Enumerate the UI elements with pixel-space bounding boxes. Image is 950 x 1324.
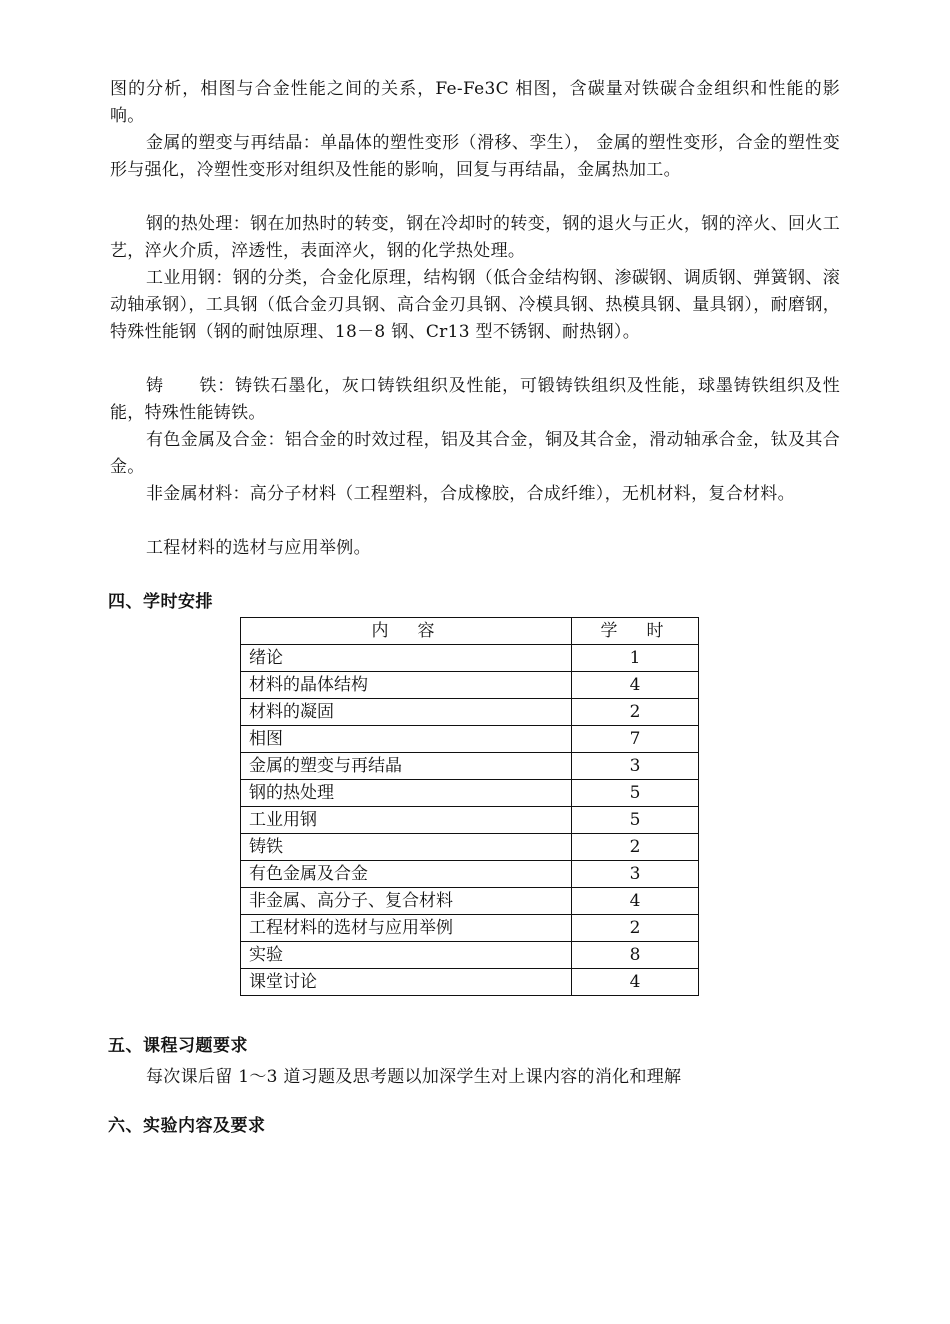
- table-cell-hours: 4: [572, 672, 699, 699]
- table-row: [241, 888, 699, 915]
- table-cell-content: 绪论: [241, 645, 572, 672]
- table-row: [241, 726, 699, 753]
- table-row: [241, 672, 699, 699]
- hours-table: [240, 617, 699, 996]
- table-row: [241, 753, 699, 780]
- table-cell-hours: 5: [572, 807, 699, 834]
- table-cell-hours: 2: [572, 915, 699, 942]
- table-cell-hours: 4: [572, 888, 699, 915]
- table-cell-hours: 7: [572, 726, 699, 753]
- paragraph-nonferrous: 有色金属及合金：铝合金的时效过程，铝及其合金，铜及其合金，滑动轴承合金，钛及其合金。: [110, 430, 840, 477]
- table-cell-content: 工程材料的选材与应用举例: [241, 915, 572, 942]
- table-row: [241, 969, 699, 996]
- table-row: [241, 915, 699, 942]
- table-row: [241, 780, 699, 807]
- table-cell-content: 材料的晶体结构: [241, 672, 572, 699]
- table-cell-hours: 8: [572, 942, 699, 969]
- table-cell-content: 相图: [241, 726, 572, 753]
- table-cell-content: 有色金属及合金: [241, 861, 572, 888]
- exercises-requirement-text: 每次课后留 1～3 道习题及思考题以加深学生对上课内容的消化和理解: [146, 1067, 682, 1087]
- paragraph-plastic-deformation: 金属的塑变与再结晶：单晶体的塑性变形（滑移、孪生）， 金属的塑性变形，合金的塑性变形与强化，冷塑性变形对组织及性能的影响，回复与再结晶，金属热加工。: [110, 133, 840, 180]
- paragraph-nonmetal: 非金属材料：高分子材料（工程塑料，合成橡胶，合成纤维），无机材料，复合材料。: [146, 484, 795, 504]
- table-cell-hours: 2: [572, 699, 699, 726]
- table-cell-hours: 5: [572, 780, 699, 807]
- table-header-row: [241, 618, 699, 645]
- table-cell-hours: 1: [572, 645, 699, 672]
- table-row: [241, 834, 699, 861]
- table-cell-hours: 3: [572, 753, 699, 780]
- paragraph-material-selection: 工程材料的选材与应用举例。: [146, 538, 371, 558]
- section-heading-hours: 四、学时安排: [108, 592, 213, 612]
- section-heading-experiments: 六、实验内容及要求: [108, 1116, 266, 1136]
- table-cell-content: 工业用钢: [241, 807, 572, 834]
- table-cell-hours: 2: [572, 834, 699, 861]
- paragraph-cast-iron: 铸 铁：铸铁石墨化，灰口铸铁组织及性能，可锻铸铁组织及性能，球墨铸铁组织及性能，特殊性能铸铁。: [110, 376, 840, 423]
- table-cell-content: 材料的凝固: [241, 699, 572, 726]
- table-row: [241, 861, 699, 888]
- table-row: [241, 699, 699, 726]
- table-header-content: 内 容: [241, 618, 572, 645]
- table-cell-content: 铸铁: [241, 834, 572, 861]
- table-row: [241, 645, 699, 672]
- table-row: [241, 807, 699, 834]
- table-cell-content: 非金属、高分子、复合材料: [241, 888, 572, 915]
- table-cell-hours: 4: [572, 969, 699, 996]
- table-row: [241, 942, 699, 969]
- table-header-hours: 学 时: [572, 618, 699, 645]
- table-cell-hours: 3: [572, 861, 699, 888]
- paragraph-industrial-steel: 工业用钢：钢的分类，合金化原理，结构钢（低合金结构钢、渗碳钢、调质钢、弹簧钢、滚动轴承钢），工具钢（低合金刃具钢、高合金刃具钢、冷模具钢、热模具钢、量具钢），耐磨钢，特殊性能钢（钢的耐蚀原理、18－8 钢、Cr13 型不锈钢、耐热钢）。: [110, 268, 840, 342]
- table-cell-content: 金属的塑变与再结晶: [241, 753, 572, 780]
- table-cell-content: 实验: [241, 942, 572, 969]
- paragraph-heat-treatment: 钢的热处理：钢在加热时的转变，钢在冷却时的转变，钢的退火与正火，钢的淬火、回火工艺，淬火介质，淬透性，表面淬火，钢的化学热处理。: [110, 214, 840, 261]
- paragraph-phase-diagram: 图的分析，相图与合金性能之间的关系，Fe-Fe3C 相图，含碳量对铁碳合金组织和性能的影响。: [110, 79, 840, 126]
- table-cell-content: 课堂讨论: [241, 969, 572, 996]
- section-heading-exercises: 五、课程习题要求: [108, 1036, 248, 1056]
- table-cell-content: 钢的热处理: [241, 780, 572, 807]
